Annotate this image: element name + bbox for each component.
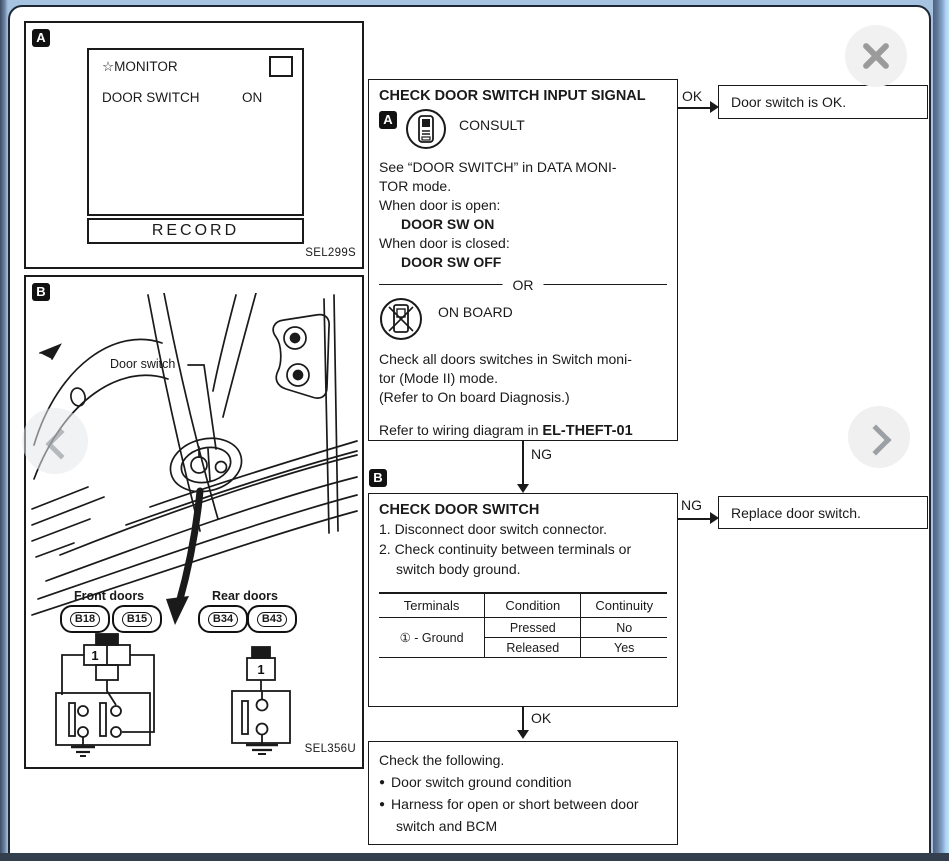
figure-b-box <box>24 275 364 769</box>
step3-bullet-line <box>379 772 667 794</box>
step3-intro: Check the following. <box>379 752 505 768</box>
connector-label: B15 <box>122 612 152 627</box>
switch-schematics <box>36 633 352 761</box>
step1-title: CHECK DOOR SWITCH INPUT SIGNAL <box>379 88 646 104</box>
consult-monitor-screen <box>87 48 304 216</box>
step2-text-line: 1. Disconnect door switch connector. <box>379 521 608 537</box>
ok-branch-label: OK <box>682 88 703 104</box>
figure-a-box <box>24 21 364 269</box>
figure-b-badge: B <box>32 283 50 301</box>
frame-right-edge <box>933 0 949 861</box>
rear-terminal-number: 1 <box>257 662 265 677</box>
step2-text-line: 2. Check continuity between terminals or <box>379 541 632 557</box>
prev-button[interactable] <box>22 408 88 474</box>
result-door-switch-ok: Door switch is OK. <box>718 85 928 119</box>
or-divider <box>379 275 667 295</box>
monitor-title: ☆MONITOR <box>102 59 178 74</box>
flow-step-check-door-switch <box>368 493 678 707</box>
step1-text-line: Check all doors switches in Switch moni- <box>379 351 632 367</box>
step3-bullet-line <box>379 794 667 816</box>
flow-step-check-following <box>368 741 678 845</box>
wiring-reference <box>379 422 667 439</box>
door-switch-callout: Door switch <box>110 357 176 371</box>
next-button[interactable] <box>848 406 910 468</box>
monitor-checkbox-icon <box>269 56 293 77</box>
step1-text-line: (Refer to On board Diagnosis.) <box>379 389 570 405</box>
connector-label: B43 <box>257 612 287 627</box>
condition-cell: Pressed <box>485 618 581 638</box>
chevron-left-icon <box>45 428 76 459</box>
front-terminal-number: 1 <box>91 648 99 663</box>
connector-label: B18 <box>70 612 100 627</box>
monitor-value: ON <box>242 90 263 105</box>
step1-text-line: When door is closed: <box>379 235 510 251</box>
step3-bullet-text: Harness for open or short between door <box>391 795 639 812</box>
arrowhead-down-icon <box>517 730 529 739</box>
table-row <box>379 618 667 638</box>
front-doors-label: Front doors <box>74 589 145 603</box>
record-bar: RECORD <box>87 218 304 244</box>
step1-badge: A <box>379 111 397 129</box>
connector-pill <box>60 605 110 633</box>
connector-pill <box>112 605 162 633</box>
figure-a-badge: A <box>32 29 50 47</box>
connector-label: B34 <box>208 612 238 627</box>
step2-badge: B <box>369 469 387 487</box>
rear-doors-label: Rear doors <box>212 589 278 603</box>
frame-bottom-edge <box>0 853 949 861</box>
consult-label: CONSULT <box>459 117 525 133</box>
table-header: Terminals <box>379 593 485 618</box>
table-header: Continuity <box>581 593 667 618</box>
monitor-param: DOOR SWITCH <box>102 90 200 105</box>
step3-bullet-text: Door switch ground condition <box>391 773 572 790</box>
or-divider-label: OR <box>503 275 544 295</box>
wiring-reference-prefix: Refer to wiring diagram in <box>379 422 543 438</box>
arrowhead-down-icon <box>517 484 529 493</box>
step1-text-line: DOOR SW ON <box>401 216 495 232</box>
step1-text-line: tor (Mode II) mode. <box>379 370 499 386</box>
close-button[interactable] <box>845 25 907 87</box>
on-board-label: ON BOARD <box>438 304 513 320</box>
step1-text-line: See “DOOR SWITCH” in DATA MONI- <box>379 159 617 175</box>
flow-connector-line <box>678 107 712 109</box>
step2-title: CHECK DOOR SWITCH <box>379 502 540 518</box>
consult-device-icon <box>405 108 447 150</box>
connector-pill <box>198 605 248 633</box>
ng-branch-label: NG <box>531 446 552 462</box>
continuity-cell: Yes <box>581 638 667 658</box>
connector-pill <box>247 605 297 633</box>
figure-a-code: SEL299S <box>305 247 356 259</box>
ok-branch-label: OK <box>531 710 552 726</box>
figure-b-code: SEL356U <box>304 743 356 755</box>
continuity-table <box>379 592 667 658</box>
condition-cell: Released <box>485 638 581 658</box>
flow-step-check-input-signal <box>368 79 678 441</box>
step3-bullet-continuation: switch and BCM <box>396 817 498 834</box>
terminal-cell: ① - Ground <box>399 631 464 645</box>
step1-text-line: When door is open: <box>379 197 501 213</box>
frame-left-edge <box>0 0 8 861</box>
step1-text-line: TOR mode. <box>379 178 452 194</box>
step2-text-line: switch body ground. <box>396 561 521 577</box>
flow-connector-line <box>678 518 712 520</box>
result-replace-door-switch: Replace door switch. <box>718 496 928 529</box>
step1-text-line: DOOR SW OFF <box>401 254 502 270</box>
ng-branch-label: NG <box>681 497 702 513</box>
chevron-right-icon <box>860 424 891 455</box>
wiring-reference-code: EL-THEFT-01 <box>542 423 633 439</box>
bullet-icon: ● <box>379 777 386 788</box>
bullet-icon: ● <box>379 799 386 810</box>
table-header: Condition <box>485 593 581 618</box>
continuity-cell: No <box>581 618 667 638</box>
manual-page <box>8 5 931 855</box>
on-board-crossed-device-icon <box>379 297 424 342</box>
table-header-row <box>379 593 667 618</box>
